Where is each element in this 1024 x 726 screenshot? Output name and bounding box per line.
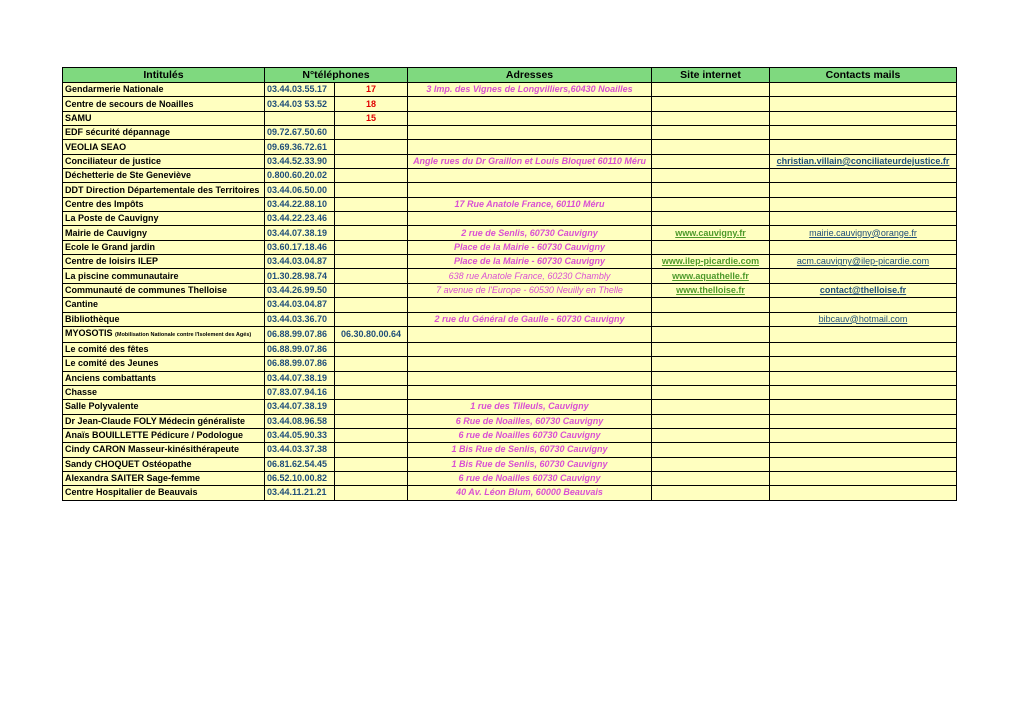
cell-phone-secondary [335, 457, 408, 471]
cell-phone-secondary [335, 212, 408, 226]
cell-address: 1 Bis Rue de Senlis, 60730 Cauvigny [408, 443, 652, 457]
cell-website [652, 385, 770, 399]
cell-name [63, 342, 265, 356]
cell-phone-secondary [335, 197, 408, 211]
table-row [63, 269, 957, 283]
header-adresses: Adresses [408, 68, 652, 83]
cell-phone-secondary [335, 357, 408, 371]
cell-address: 2 rue de Senlis, 60730 Cauvigny [408, 226, 652, 240]
cell-phone-secondary [335, 471, 408, 485]
cell-phone: 03.44.03.37.38 [265, 443, 335, 457]
row-name: DDT Direction Départementale des Territoires [65, 184, 260, 195]
cell-website [652, 486, 770, 500]
cell-name [63, 126, 265, 140]
cell-name [63, 371, 265, 385]
cell-phone-secondary [335, 486, 408, 500]
cell-phone-secondary [335, 428, 408, 442]
cell-phone: 06.88.99.07.86 [265, 342, 335, 356]
cell-email [770, 183, 957, 197]
cell-address: 6 rue de Noailles 60730 Cauvigny [408, 471, 652, 485]
cell-phone: 06.52.10.00.82 [265, 471, 335, 485]
cell-name [63, 226, 265, 240]
email-link[interactable]: contact@thelloise.fr [770, 283, 957, 297]
cell-address [408, 97, 652, 111]
cell-phone-secondary: 18 [335, 97, 408, 111]
cell-phone: 03.44.08.96.58 [265, 414, 335, 428]
cell-website [652, 326, 770, 342]
cell-email [770, 111, 957, 125]
cell-name [63, 326, 265, 342]
row-name: Centre de loisirs ILEP [65, 256, 159, 267]
cell-phone: 03.44.26.99.50 [265, 283, 335, 297]
cell-phone: 03.44.22.23.46 [265, 212, 335, 226]
cell-phone: 06.88.99.07.86 [265, 357, 335, 371]
cell-phone-secondary [335, 342, 408, 356]
cell-name [63, 212, 265, 226]
cell-website [652, 428, 770, 442]
row-name: Centre de secours de Noailles [65, 98, 194, 109]
cell-name [63, 154, 265, 168]
cell-phone-secondary [335, 226, 408, 240]
table-row [63, 183, 957, 197]
cell-phone-secondary [335, 126, 408, 140]
cell-website [652, 357, 770, 371]
header-row [63, 68, 957, 83]
cell-website [652, 212, 770, 226]
table-row [63, 240, 957, 254]
cell-address [408, 342, 652, 356]
cell-website [652, 371, 770, 385]
cell-phone: 03.44.07.38.19 [265, 371, 335, 385]
cell-website [652, 471, 770, 485]
cell-email [770, 457, 957, 471]
cell-email [770, 197, 957, 211]
table-row [63, 486, 957, 500]
cell-name [63, 183, 265, 197]
table-row [63, 83, 957, 97]
cell-name [63, 385, 265, 399]
cell-phone-secondary [335, 255, 408, 269]
row-name: Salle Polyvalente [65, 401, 139, 412]
table-row [63, 457, 957, 471]
email-link[interactable]: bibcauv@hotmail.com [770, 312, 957, 326]
cell-phone-secondary [335, 312, 408, 326]
cell-name [63, 197, 265, 211]
row-name: Conciliateur de justice [65, 155, 162, 166]
table-row [63, 140, 957, 154]
row-name: Anciens combattants [65, 372, 157, 383]
cell-address: 6 Rue de Noailles, 60730 Cauvigny [408, 414, 652, 428]
cell-website [652, 443, 770, 457]
row-name: Gendarmerie Nationale [65, 84, 164, 95]
cell-email [770, 414, 957, 428]
cell-address [408, 326, 652, 342]
cell-address [408, 183, 652, 197]
table-row [63, 226, 957, 240]
cell-phone-secondary [335, 371, 408, 385]
cell-phone: 03.44.22.88.10 [265, 197, 335, 211]
cell-phone: 03.44.03 53.52 [265, 97, 335, 111]
cell-address: 40 Av. Léon Blum, 60000 Beauvais [408, 486, 652, 500]
header-site-internet: Site internet [652, 68, 770, 83]
cell-email [770, 486, 957, 500]
cell-email [770, 428, 957, 442]
table-row [63, 400, 957, 414]
cell-email [770, 471, 957, 485]
cell-phone: 03.44.05.90.33 [265, 428, 335, 442]
cell-name [63, 83, 265, 97]
row-name: MYOSOTIS [65, 327, 113, 338]
cell-website [652, 111, 770, 125]
cell-phone: 06.81.62.54.45 [265, 457, 335, 471]
cell-address [408, 169, 652, 183]
cell-email [770, 169, 957, 183]
cell-website [652, 140, 770, 154]
cell-email [770, 371, 957, 385]
cell-address: 17 Rue Anatole France, 60110 Méru [408, 197, 652, 211]
cell-website [652, 342, 770, 356]
cell-phone: 09.72.67.50.60 [265, 126, 335, 140]
cell-phone-secondary [335, 169, 408, 183]
cell-phone-secondary [335, 414, 408, 428]
cell-phone: 09.69.36.72.61 [265, 140, 335, 154]
row-name: VEOLIA SEAO [65, 141, 127, 152]
cell-website [652, 457, 770, 471]
cell-phone: 03.44.07.38.19 [265, 226, 335, 240]
cell-website [652, 414, 770, 428]
cell-phone: 03.44.03.55.17 [265, 83, 335, 97]
row-name: La Poste de Cauvigny [65, 213, 159, 224]
cell-phone: 03.44.03.36.70 [265, 312, 335, 326]
cell-website [652, 298, 770, 312]
cell-phone: 03.44.07.38.19 [265, 400, 335, 414]
cell-address: Angle rues du Dr Graillon et Louis Bloquet 60110 Méru [408, 154, 652, 168]
contacts-table [62, 67, 957, 501]
header-contacts-mails: Contacts mails [770, 68, 957, 83]
table-row [63, 111, 957, 125]
table-row [63, 283, 957, 297]
cell-phone-secondary: 15 [335, 111, 408, 125]
cell-phone [265, 111, 335, 125]
cell-address [408, 357, 652, 371]
table-row [63, 342, 957, 356]
cell-phone: 03.44.11.21.21 [265, 486, 335, 500]
cell-address [408, 212, 652, 226]
table-row [63, 312, 957, 326]
cell-name [63, 471, 265, 485]
table-row [63, 385, 957, 399]
row-name: Cantine [65, 299, 99, 310]
cell-phone: 03.44.03.04.87 [265, 255, 335, 269]
row-name: Cindy CARON Masseur-kinésithérapeute [65, 444, 240, 455]
cell-name [63, 140, 265, 154]
row-name: EDF sécurité dépannage [65, 127, 171, 138]
table-body [63, 83, 957, 501]
email-link[interactable]: mairie.cauvigny@orange.fr [770, 226, 957, 240]
cell-address: 3 Imp. des Vignes de Longvilliers,60430 Noailles [408, 83, 652, 97]
row-name: Mairie de Cauvigny [65, 227, 148, 238]
cell-name [63, 357, 265, 371]
header-telephones: N°téléphones [265, 68, 408, 83]
cell-email [770, 342, 957, 356]
cell-address [408, 371, 652, 385]
cell-email [770, 126, 957, 140]
cell-name [63, 443, 265, 457]
row-name: Centre Hospitalier de Beauvais [65, 487, 198, 498]
table-row [63, 326, 957, 342]
cell-address: 6 rue de Noailles 60730 Cauvigny [408, 428, 652, 442]
website-link[interactable]: www.ilep-picardie.com [652, 255, 770, 269]
cell-name [63, 400, 265, 414]
table-row [63, 212, 957, 226]
cell-name [63, 312, 265, 326]
cell-website [652, 183, 770, 197]
cell-phone: 03.44.52.33.90 [265, 154, 335, 168]
cell-email [770, 212, 957, 226]
cell-phone: 06.88.99.07.86 [265, 326, 335, 342]
cell-address: Place de la Mairie - 60730 Cauvigny [408, 240, 652, 254]
cell-name [63, 97, 265, 111]
cell-address: 1 Bis Rue de Senlis, 60730 Cauvigny [408, 457, 652, 471]
cell-name [63, 457, 265, 471]
cell-website [652, 126, 770, 140]
row-name: Le comité des fêtes [65, 344, 149, 355]
cell-phone: 03.60.17.18.46 [265, 240, 335, 254]
cell-address [408, 385, 652, 399]
row-name: Centre des Impôts [65, 198, 144, 209]
row-name: Chasse [65, 387, 98, 398]
cell-phone: 03.44.06.50.00 [265, 183, 335, 197]
cell-address [408, 111, 652, 125]
cell-email [770, 97, 957, 111]
table-row [63, 97, 957, 111]
cell-website [652, 83, 770, 97]
cell-website [652, 197, 770, 211]
cell-address: 2 rue du Général de Gaulle - 60730 Cauvigny [408, 312, 652, 326]
cell-name [63, 269, 265, 283]
cell-email [770, 240, 957, 254]
cell-address [408, 298, 652, 312]
cell-name [63, 298, 265, 312]
row-name: Alexandra SAITER Sage-femme [65, 473, 201, 484]
email-link[interactable]: acm.cauvigny@ilep-picardie.com [770, 255, 957, 269]
cell-name [63, 486, 265, 500]
cell-phone-secondary [335, 140, 408, 154]
cell-address [408, 140, 652, 154]
cell-phone-secondary [335, 298, 408, 312]
table-row [63, 154, 957, 168]
cell-address: 638 rue Anatole France, 60230 Chambly [408, 269, 652, 283]
table-row [63, 428, 957, 442]
cell-phone-secondary [335, 240, 408, 254]
cell-website [652, 97, 770, 111]
cell-phone-secondary [335, 385, 408, 399]
row-name: Ecole le Grand jardin [65, 241, 156, 252]
cell-name [63, 240, 265, 254]
row-name: Dr Jean-Claude FOLY Médecin généraliste [65, 415, 246, 426]
table-row [63, 443, 957, 457]
row-name-subtitle: (Mobilisation Nationale contre l'Isolement des Agés) [115, 331, 252, 338]
table-row [63, 197, 957, 211]
cell-name [63, 169, 265, 183]
cell-email [770, 326, 957, 342]
row-name: Communauté de communes Thelloise [65, 284, 228, 295]
cell-phone-secondary: 17 [335, 83, 408, 97]
cell-email [770, 400, 957, 414]
header-intitules: Intitulés [63, 68, 265, 83]
cell-phone-secondary [335, 269, 408, 283]
cell-name [63, 428, 265, 442]
website-link[interactable]: www.aquathelle.fr [652, 269, 770, 283]
row-name: Anaïs BOUILLETTE Pédicure / Podologue [65, 430, 244, 441]
cell-email [770, 385, 957, 399]
cell-email [770, 443, 957, 457]
cell-phone-secondary [335, 400, 408, 414]
cell-website [652, 240, 770, 254]
row-name: La piscine communautaire [65, 270, 179, 281]
cell-email [770, 298, 957, 312]
cell-phone-secondary [335, 443, 408, 457]
cell-address: Place de la Mairie - 60730 Cauvigny [408, 255, 652, 269]
cell-phone: 07.83.07.94.16 [265, 385, 335, 399]
cell-phone: 01.30.28.98.74 [265, 269, 335, 283]
table-row [63, 414, 957, 428]
cell-address [408, 126, 652, 140]
table-row [63, 357, 957, 371]
row-name: Sandy CHOQUET Ostéopathe [65, 458, 192, 469]
cell-address: 1 rue des Tilleuls, Cauvigny [408, 400, 652, 414]
table-row [63, 471, 957, 485]
cell-website [652, 154, 770, 168]
row-name: Bibliothèque [65, 313, 120, 324]
cell-email [770, 83, 957, 97]
cell-website [652, 400, 770, 414]
table-row [63, 255, 957, 269]
cell-email [770, 269, 957, 283]
cell-phone-secondary [335, 183, 408, 197]
cell-email [770, 357, 957, 371]
cell-phone-secondary [335, 154, 408, 168]
table-row [63, 371, 957, 385]
cell-website [652, 312, 770, 326]
row-name: SAMU [65, 112, 92, 123]
cell-phone: 0.800.60.20.02 [265, 169, 335, 183]
cell-name [63, 255, 265, 269]
cell-phone-secondary [335, 283, 408, 297]
table-row [63, 298, 957, 312]
website-link[interactable]: www.thelloise.fr [652, 283, 770, 297]
cell-phone: 03.44.03.04.87 [265, 298, 335, 312]
cell-name [63, 283, 265, 297]
cell-website [652, 169, 770, 183]
email-link[interactable]: christian.villain@conciliateurdejustice.fr [770, 154, 957, 168]
cell-email [770, 140, 957, 154]
cell-name [63, 111, 265, 125]
row-name: Déchetterie de Ste Geneviève [65, 170, 192, 181]
cell-address: 7 avenue de l'Europe - 60530 Neuilly en Thelle [408, 283, 652, 297]
table-row [63, 126, 957, 140]
table-row [63, 169, 957, 183]
cell-phone-secondary: 06.30.80.00.64 [335, 326, 408, 342]
cell-name [63, 414, 265, 428]
row-name: Le comité des Jeunes [65, 358, 159, 369]
website-link[interactable]: www.cauvigny.fr [652, 226, 770, 240]
